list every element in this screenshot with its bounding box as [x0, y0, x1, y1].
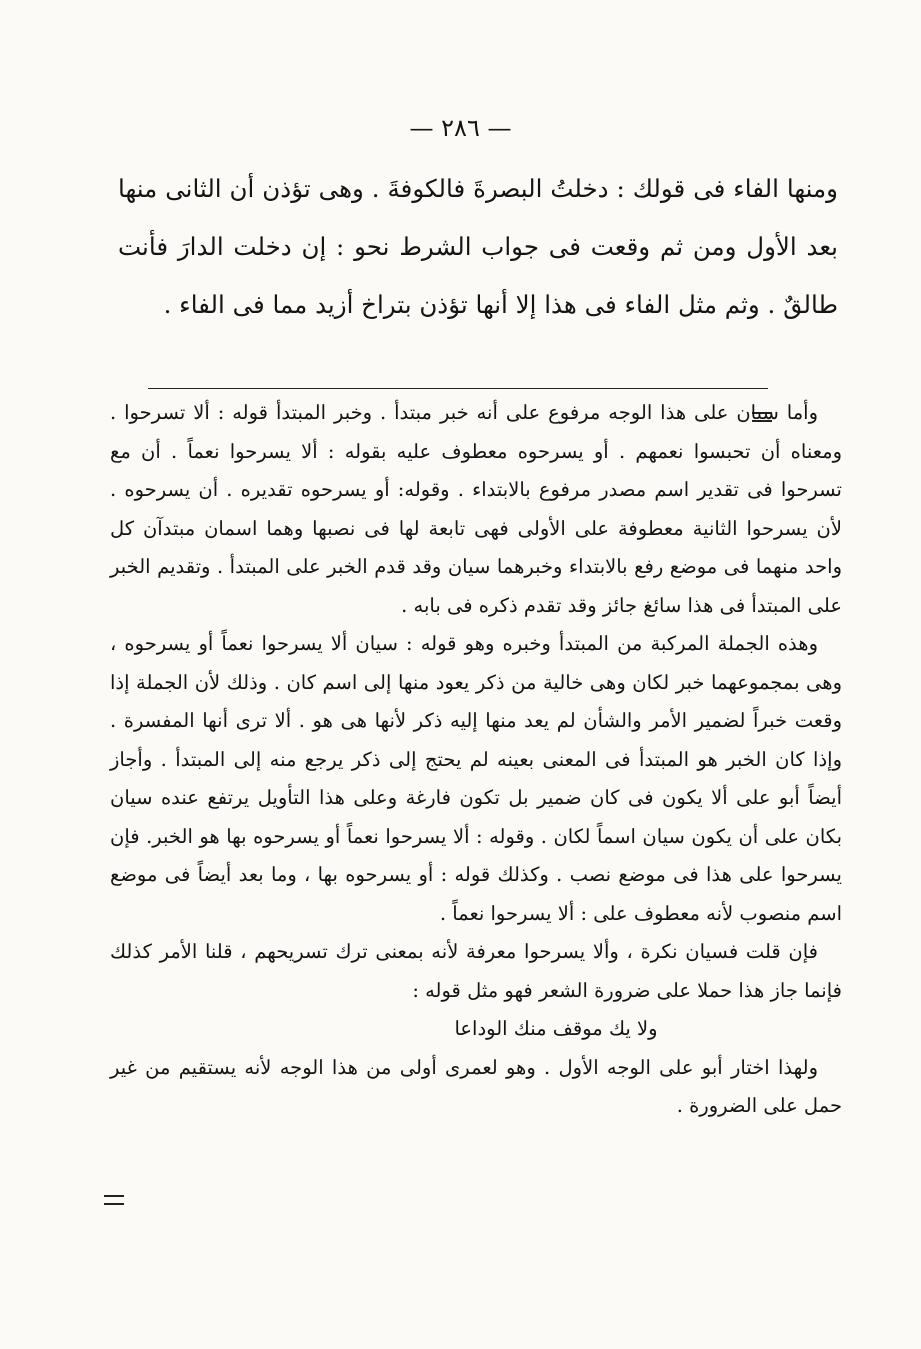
note-paragraph: ولهذا اختار أبو على الوجه الأول . وهو لعمرى أولى من هذا الوجه لأنه يستقيم من غير حمل على الضرورة .: [110, 1055, 842, 1117]
footnote-text: [110, 394, 842, 1126]
main-paragraph: ومنها الفاء فى قولك : دخلتُ البصرةَ فالكوفةَ . وهى تؤذن أن الثانى منها بعد الأول ومن ثم وقعت فى جواب الشرط نحو : إن دخلت الدارَ فأنت طالقٌ . وثم مثل الفاء فى هذا إلا أنها تؤذن بتراخ أزيد مما فى الفاء .: [118, 174, 838, 319]
note-paragraph: فإن قلت فسيان نكرة ، وألا يسرحوا معرفة لأنه بمعنى ترك تسريحهم ، قلنا الأمر كذلك فإنما جاز هذا حملا على ضرورة الشعر فهو مثل قوله :: [110, 940, 842, 1002]
page-number: — ٢٨٦ —: [409, 114, 512, 142]
note-paragraph: وأما سيان على هذا الوجه مرفوع على أنه خبر مبتدأ . وخبر المبتدأ قوله : ألا تسرحوا . ومعناه أن تحبسوا نعمهم . أو يسرحوه معطوف عليه بقوله : ألا يسرحوا نعماً . أن مع تسرحوا فى تقدير اسم مصدر مرفوع بالابتداء . وقوله: أو يسرحوه تقديره . أن يسرحوه . لأن يسرحوا الثانية معطوفة على الأولى فهى تابعة لها فى نصبها وهما اسمان مبتدآن كل واحد منهما فى موضع رفع بالابتداء وخبرهما سيان وقد قدم الخبر على المبتدأ . وتقديم الخبر على المبتدأ فى هذا سائغ جائز وقد تقدم ذكره فى بابه .: [110, 401, 842, 617]
note-paragraph: وهذه الجملة المركبة من المبتدأ وخبره وهو قوله : سيان ألا يسرحوا نعماً أو يسرحوه ، وهى بمجموعهما خبر لكان وهى خالية من ذكر يعود منها إلى اسم كان . وذلك لأن الجملة إذا وقعت خبراً لضمير الأمر والشأن لم يعد منها إليه ذكر لأنها هى هو . ألا ترى أنها المفسرة . وإذا كان الخبر هو المبتدأ فى المعنى بعينه لم يحتج إلى ذكر يرجع منه إلى المبتدأ . وأجاز أيضاً أبو على ألا يكون فى كان ضمير بل تكون فارغة وعلى هذا التأويل يرتفع عنده سيان بكان على أن يكون سيان اسماً لكان . وقوله : ألا يسرحوا نعماً أو يسرحوه بها هو الخبر. فإن يسرحوا على هذا فى موضع نصب . وكذلك قوله : أو يسرحوه بها ، وما بعد أيضاً فى موضع اسم منصوب لأنه معطوف على : ألا يسرحوا نعماً .: [110, 632, 842, 925]
footnote-separator: [148, 388, 768, 389]
verse-line: ولا يك موقف منك الوداعا: [454, 1017, 658, 1040]
main-text: [118, 160, 838, 334]
note-end-mark: [104, 1195, 124, 1205]
